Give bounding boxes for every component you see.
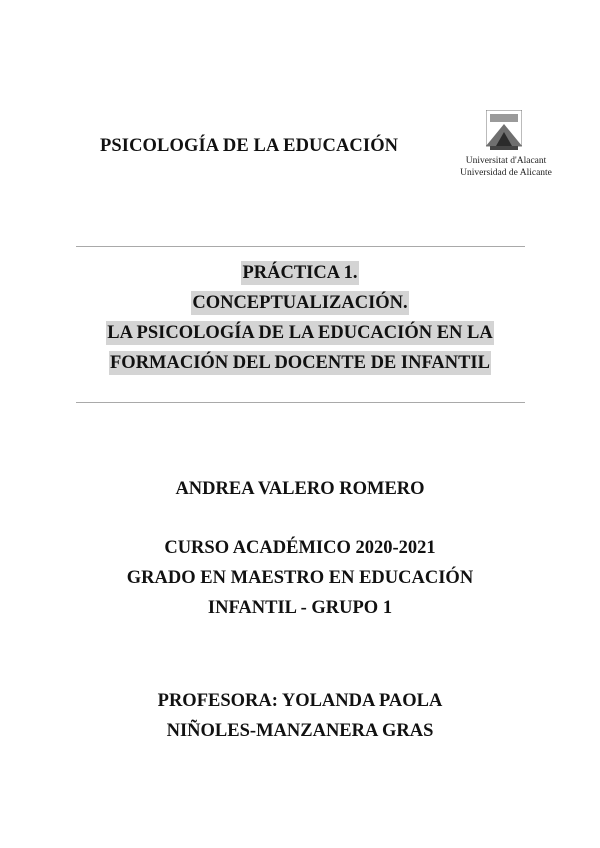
practice-title-line: PRÁCTICA 1. <box>242 263 358 283</box>
author-block <box>0 474 600 504</box>
teacher-line: NIÑOLES-MANZANERA GRAS <box>166 721 434 741</box>
author-name: ANDREA VALERO ROMERO <box>175 479 425 499</box>
practice-title-line: CONCEPTUALIZACIÓN. <box>192 293 408 313</box>
divider-top <box>76 246 525 247</box>
teacher-line: PROFESORA: YOLANDA PAOLA <box>157 691 443 711</box>
course-line: CURSO ACADÉMICO 2020-2021 <box>164 538 436 558</box>
course-line: GRADO EN MAESTRO EN EDUCACIÓN <box>126 568 474 588</box>
logo-text-valencian: Universitat d'Alacant <box>465 156 547 166</box>
course-block <box>0 533 600 623</box>
practice-title <box>0 258 600 378</box>
teacher-block <box>0 686 600 746</box>
course-line: INFANTIL - GRUPO 1 <box>207 598 393 618</box>
divider-bottom <box>76 402 525 403</box>
practice-title-line: LA PSICOLOGÍA DE LA EDUCACIÓN EN LA <box>107 323 493 343</box>
university-of-alicante-logo-icon <box>486 110 522 152</box>
logo-text-spanish: Universidad de Alicante <box>460 168 552 178</box>
university-logo <box>456 110 556 185</box>
practice-title-line: FORMACIÓN DEL DOCENTE DE INFANTIL <box>110 353 490 373</box>
subject-title: PSICOLOGÍA DE LA EDUCACIÓN <box>100 136 399 156</box>
